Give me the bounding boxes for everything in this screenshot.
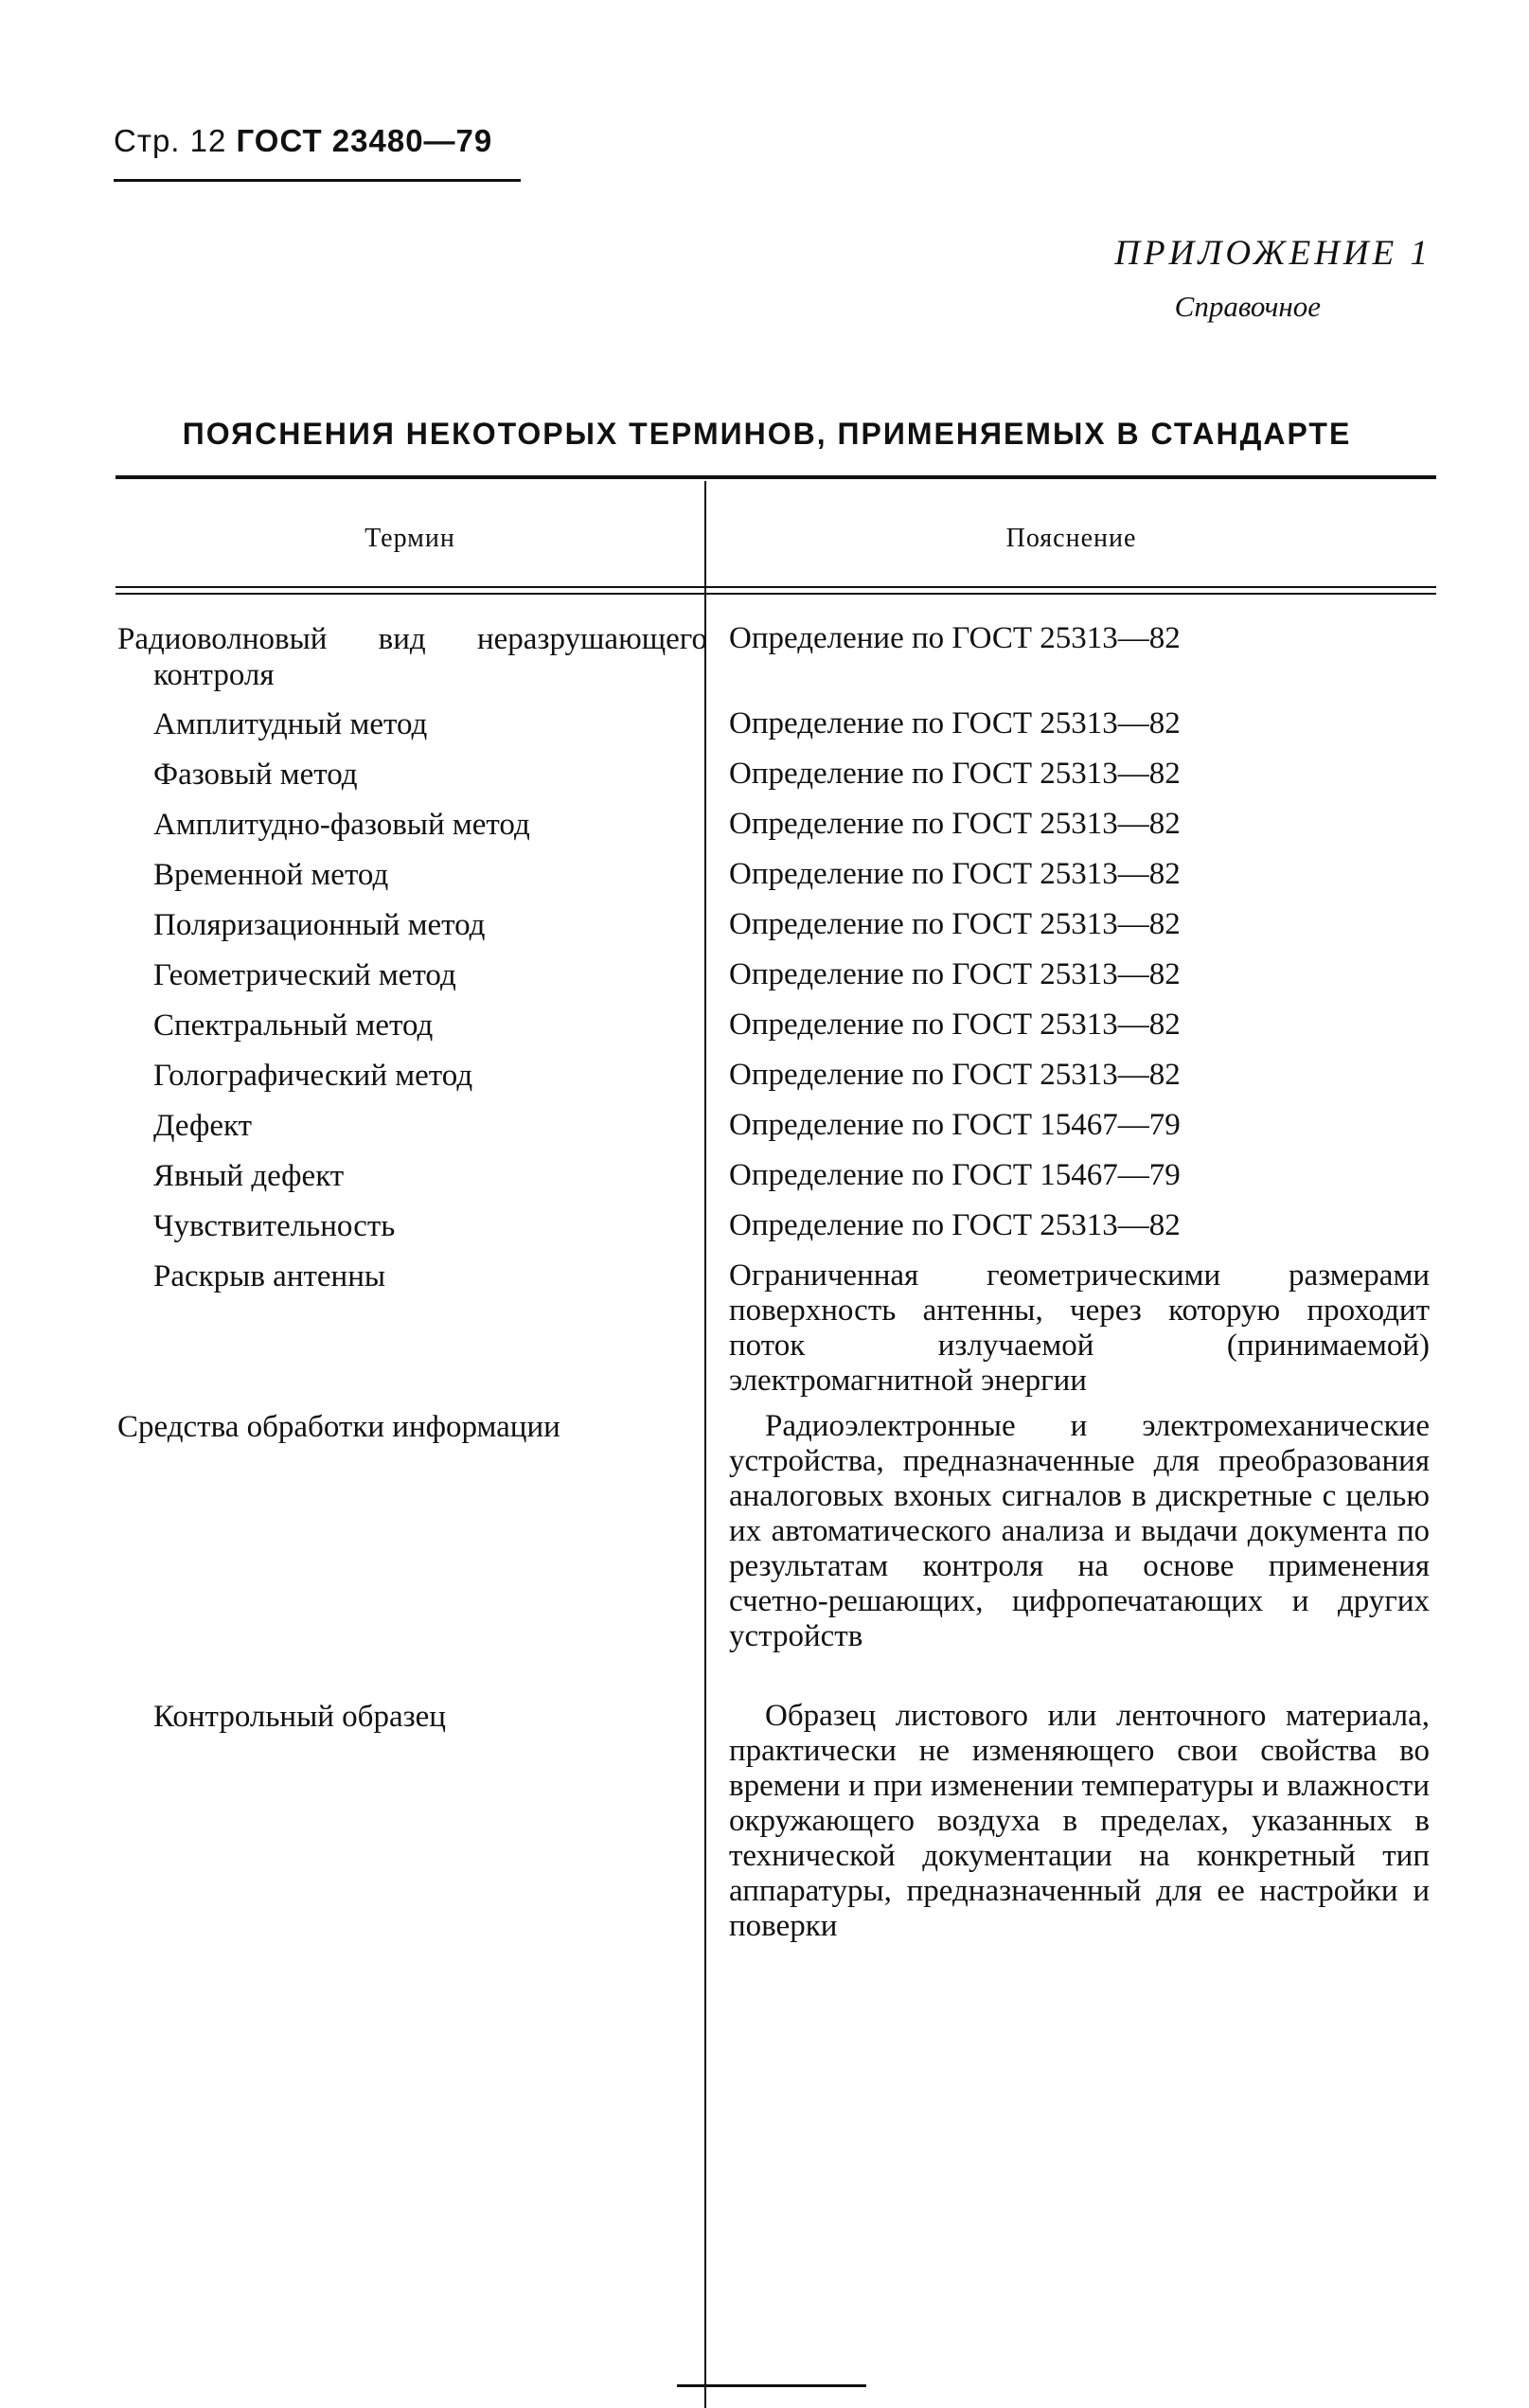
term-cell: Амплитудно-фазовый метод	[153, 808, 530, 842]
header-rule	[114, 179, 521, 182]
page-label: Стр. 12	[114, 123, 227, 158]
explanation-cell: Определение по ГОСТ 15467—79	[729, 1158, 1181, 1192]
header-double-rule-upper	[116, 586, 1436, 588]
document-title: ПОЯСНЕНИЯ НЕКОТОРЫХ ТЕРМИНОВ, ПРИМЕНЯЕМЫХ В СТАНДАРТЕ	[182, 417, 1352, 451]
appendix-title: ПРИЛОЖЕНИЕ 1	[1114, 234, 1431, 273]
explanation-cell: Образец листового или ленточного материала, практически не изменяющего свои свойства во времени и при изменении температуры и влажности окружающего воздуха в пределах, указанных в технической документации на конкретный тип аппаратуры, предназначенный для ее настройки и поверки	[729, 1699, 1430, 1943]
term-cell: Дефект	[153, 1109, 253, 1143]
term-cell: Амплитудный метод	[153, 707, 428, 741]
column-header-term: Термин	[364, 524, 455, 553]
explanation-cell: Определение по ГОСТ 25313—82	[729, 857, 1181, 891]
explanation-cell: Определение по ГОСТ 25313—82	[729, 706, 1181, 740]
term-cell: Явный дефект	[153, 1159, 345, 1193]
term-cell: Фазовый метод	[153, 758, 358, 792]
term-cell: Раскрыв антенны	[153, 1259, 386, 1293]
explanation-cell: Определение по ГОСТ 25313—82	[729, 1058, 1181, 1092]
table-top-rule	[116, 475, 1436, 479]
explanation-cell: Определение по ГОСТ 25313—82	[729, 957, 1181, 991]
explanation-cell: Определение по ГОСТ 25313—82	[729, 1208, 1181, 1242]
term-cell: Временной метод	[153, 858, 389, 892]
appendix-subtitle: Справочное	[1174, 290, 1321, 323]
page-header	[114, 123, 492, 159]
explanation-cell: Определение по ГОСТ 15467—79	[729, 1108, 1181, 1142]
explanation-cell: Определение по ГОСТ 25313—82	[729, 907, 1181, 941]
explanation-cell: Радиоэлектронные и электромеханические устройства, предназначенные для преобразования аналоговых вхоных сигналов в дискретные с целью их автоматического анализа и выдачи документа по результатам контроля на основе применения счетно-решающих, цифропечатающих и других устройств	[729, 1409, 1430, 1653]
explanation-cell: Определение по ГОСТ 25313—82	[729, 1008, 1181, 1042]
term-cell: Голографический метод	[153, 1059, 473, 1093]
term-cell: Поляризационный метод	[153, 908, 486, 942]
term-cell: Геометрический метод	[153, 958, 456, 992]
term-cell: Радиоволновый вид неразрушающего контроля	[117, 622, 707, 692]
explanation-cell: Определение по ГОСТ 25313—82	[729, 621, 1181, 655]
term-cell: Спектральный метод	[153, 1008, 434, 1043]
term-cell: Средства обработки информации	[117, 1410, 560, 1444]
explanation-cell: Определение по ГОСТ 25313—82	[729, 757, 1181, 791]
term-cell: Контрольный образец	[153, 1700, 446, 1734]
standard-code: ГОСТ 23480—79	[236, 123, 493, 158]
header-double-rule-lower	[116, 593, 1436, 595]
footer-rule	[677, 2384, 866, 2387]
term-cell: Чувствительность	[153, 1209, 396, 1243]
explanation-cell: Ограниченная геометрическими размерами поверхность антенны, через которую проходит поток излучаемой (принимаемой) электромагнитной энергии	[729, 1258, 1430, 1398]
column-header-explanation: Пояснение	[1005, 524, 1137, 553]
explanation-cell: Определение по ГОСТ 25313—82	[729, 807, 1181, 841]
